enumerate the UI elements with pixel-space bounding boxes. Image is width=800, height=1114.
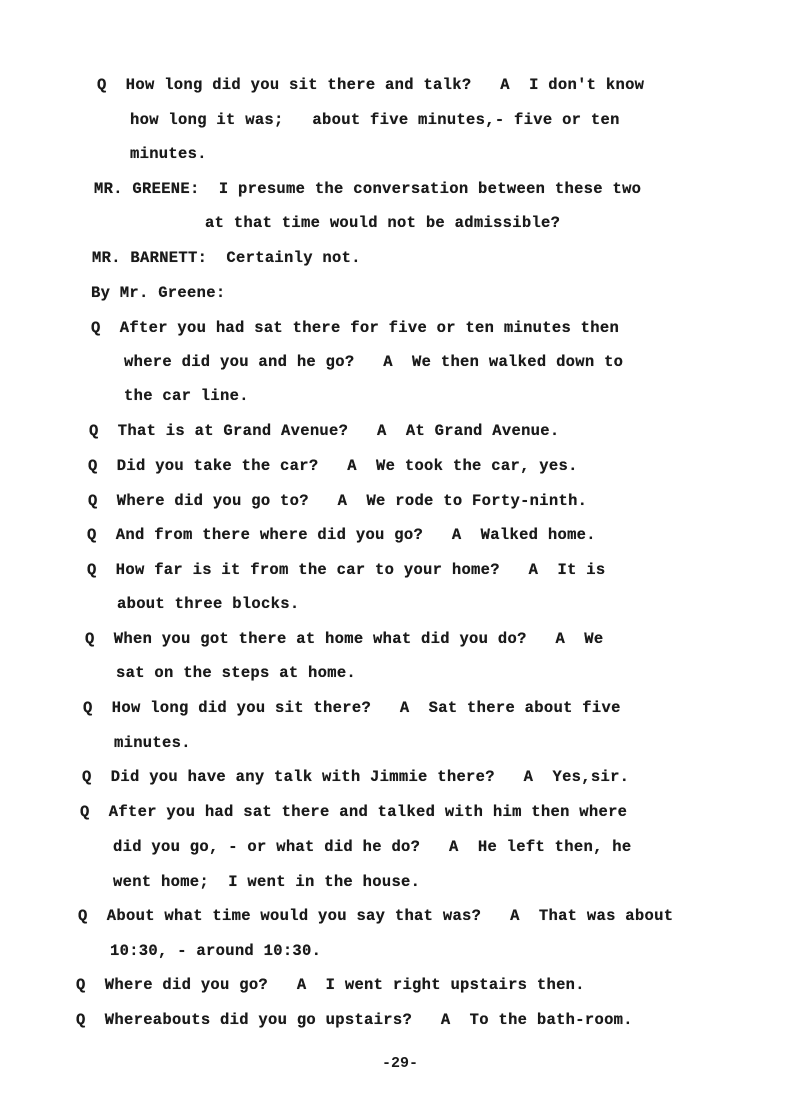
transcript-line: 10:30, - around 10:30. (110, 942, 322, 960)
transcript-line: Q Where did you go to? A We rode to Forty-ninth. (88, 492, 588, 510)
transcript-line: how long it was; about five minutes,- five or ten (130, 111, 620, 129)
transcript-line: Q Did you have any talk with Jimmie there? A Yes,sir. (82, 768, 630, 786)
transcript-line: minutes. (130, 145, 207, 163)
speaker-line: at that time would not be admissible? (205, 214, 561, 232)
transcript-line: Q Where did you go? A I went right upstairs then. (76, 976, 585, 994)
page-number: -29- (382, 1055, 419, 1072)
transcript-line: Q And from there where did you go? A Walked home. (87, 526, 596, 544)
transcript-line: Q Did you take the car? A We took the car, yes. (88, 457, 578, 475)
transcript-line: Q After you had sat there for five or ten minutes then (91, 319, 620, 337)
transcript-line: sat on the steps at home. (116, 664, 357, 682)
transcript-line: Q How long did you sit there and talk? A I don't know (97, 76, 645, 94)
transcript-line: where did you and he go? A We then walked down to (124, 353, 624, 371)
transcript-line: Q That is at Grand Avenue? A At Grand Avenue. (89, 422, 560, 440)
transcript-line: minutes. (114, 734, 191, 752)
speaker-line: MR. BARNETT: Certainly not. (92, 249, 361, 267)
transcript-line: about three blocks. (117, 595, 300, 613)
speaker-line: MR. GREENE: I presume the conversation between these two (94, 180, 642, 198)
transcript-line: Q When you got there at home what did you do? A We (85, 630, 604, 648)
transcript-line: Q About what time would you say that was? A That was about (78, 907, 674, 925)
transcript-line: the car line. (124, 387, 249, 405)
transcript-line: went home; I went in the house. (113, 873, 421, 891)
transcript-line: Q After you had sat there and talked with him then where (80, 803, 628, 821)
transcript-line: Q How long did you sit there? A Sat there about five (83, 699, 621, 717)
examiner-heading: By Mr. Greene: (91, 284, 226, 302)
transcript-line: did you go, - or what did he do? A He left then, he (113, 838, 632, 856)
transcript-line: Q Whereabouts did you go upstairs? A To the bath-room. (76, 1011, 633, 1029)
transcript-line: Q How far is it from the car to your home? A It is (87, 561, 606, 579)
